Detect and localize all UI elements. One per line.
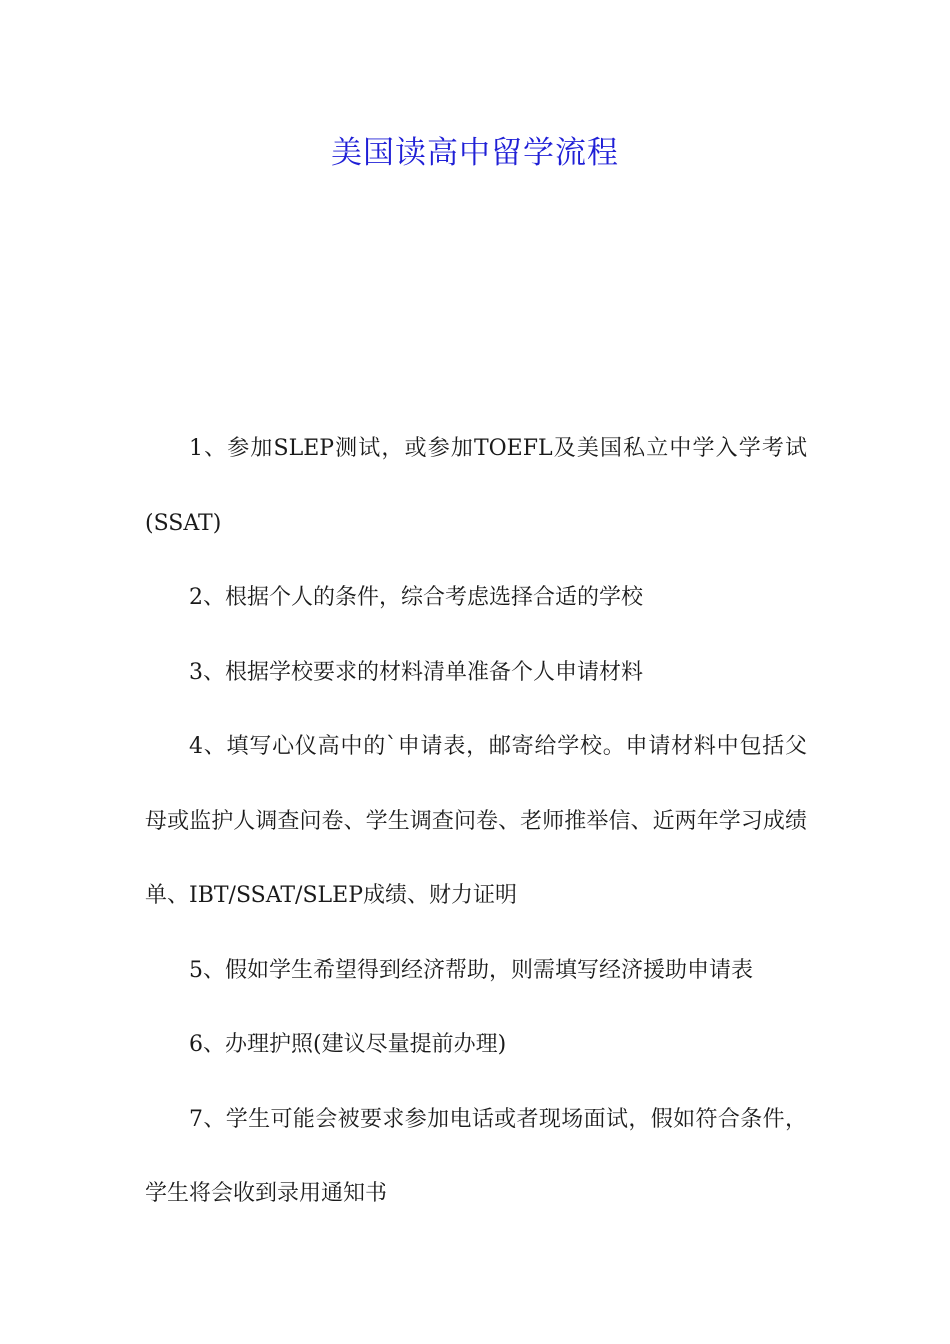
paragraph-step-4: 4、填写心仪高中的`申请表，邮寄给学校。申请材料中包括父母或监护人调查问卷、学生调查问卷、老师推举信、近两年学习成绩单、IBT/SSAT/SLEP成绩、财力证明 (145, 734, 807, 908)
document-title: 美国读高中留学流程 (331, 135, 619, 171)
paragraph-step-6: 6、办理护照(建议尽量提前办理) (189, 1032, 507, 1057)
paragraph-step-1: 1、参加SLEP测试，或参加TOEFL及美国私立中学入学考试(SSAT) (145, 436, 807, 536)
paragraph-step-2: 2、根据个人的条件，综合考虑选择合适的学校 (189, 585, 643, 610)
paragraph-step-7: 7、学生可能会被要求参加电话或者现场面试，假如符合条件，学生将会收到录用通知书 (145, 1106, 807, 1206)
paragraph-step-5: 5、假如学生希望得到经济帮助，则需填写经济援助申请表 (189, 957, 753, 983)
document-body (145, 412, 807, 1232)
paragraph-step-3: 3、根据学校要求的材料清单准备个人申请材料 (189, 659, 643, 685)
